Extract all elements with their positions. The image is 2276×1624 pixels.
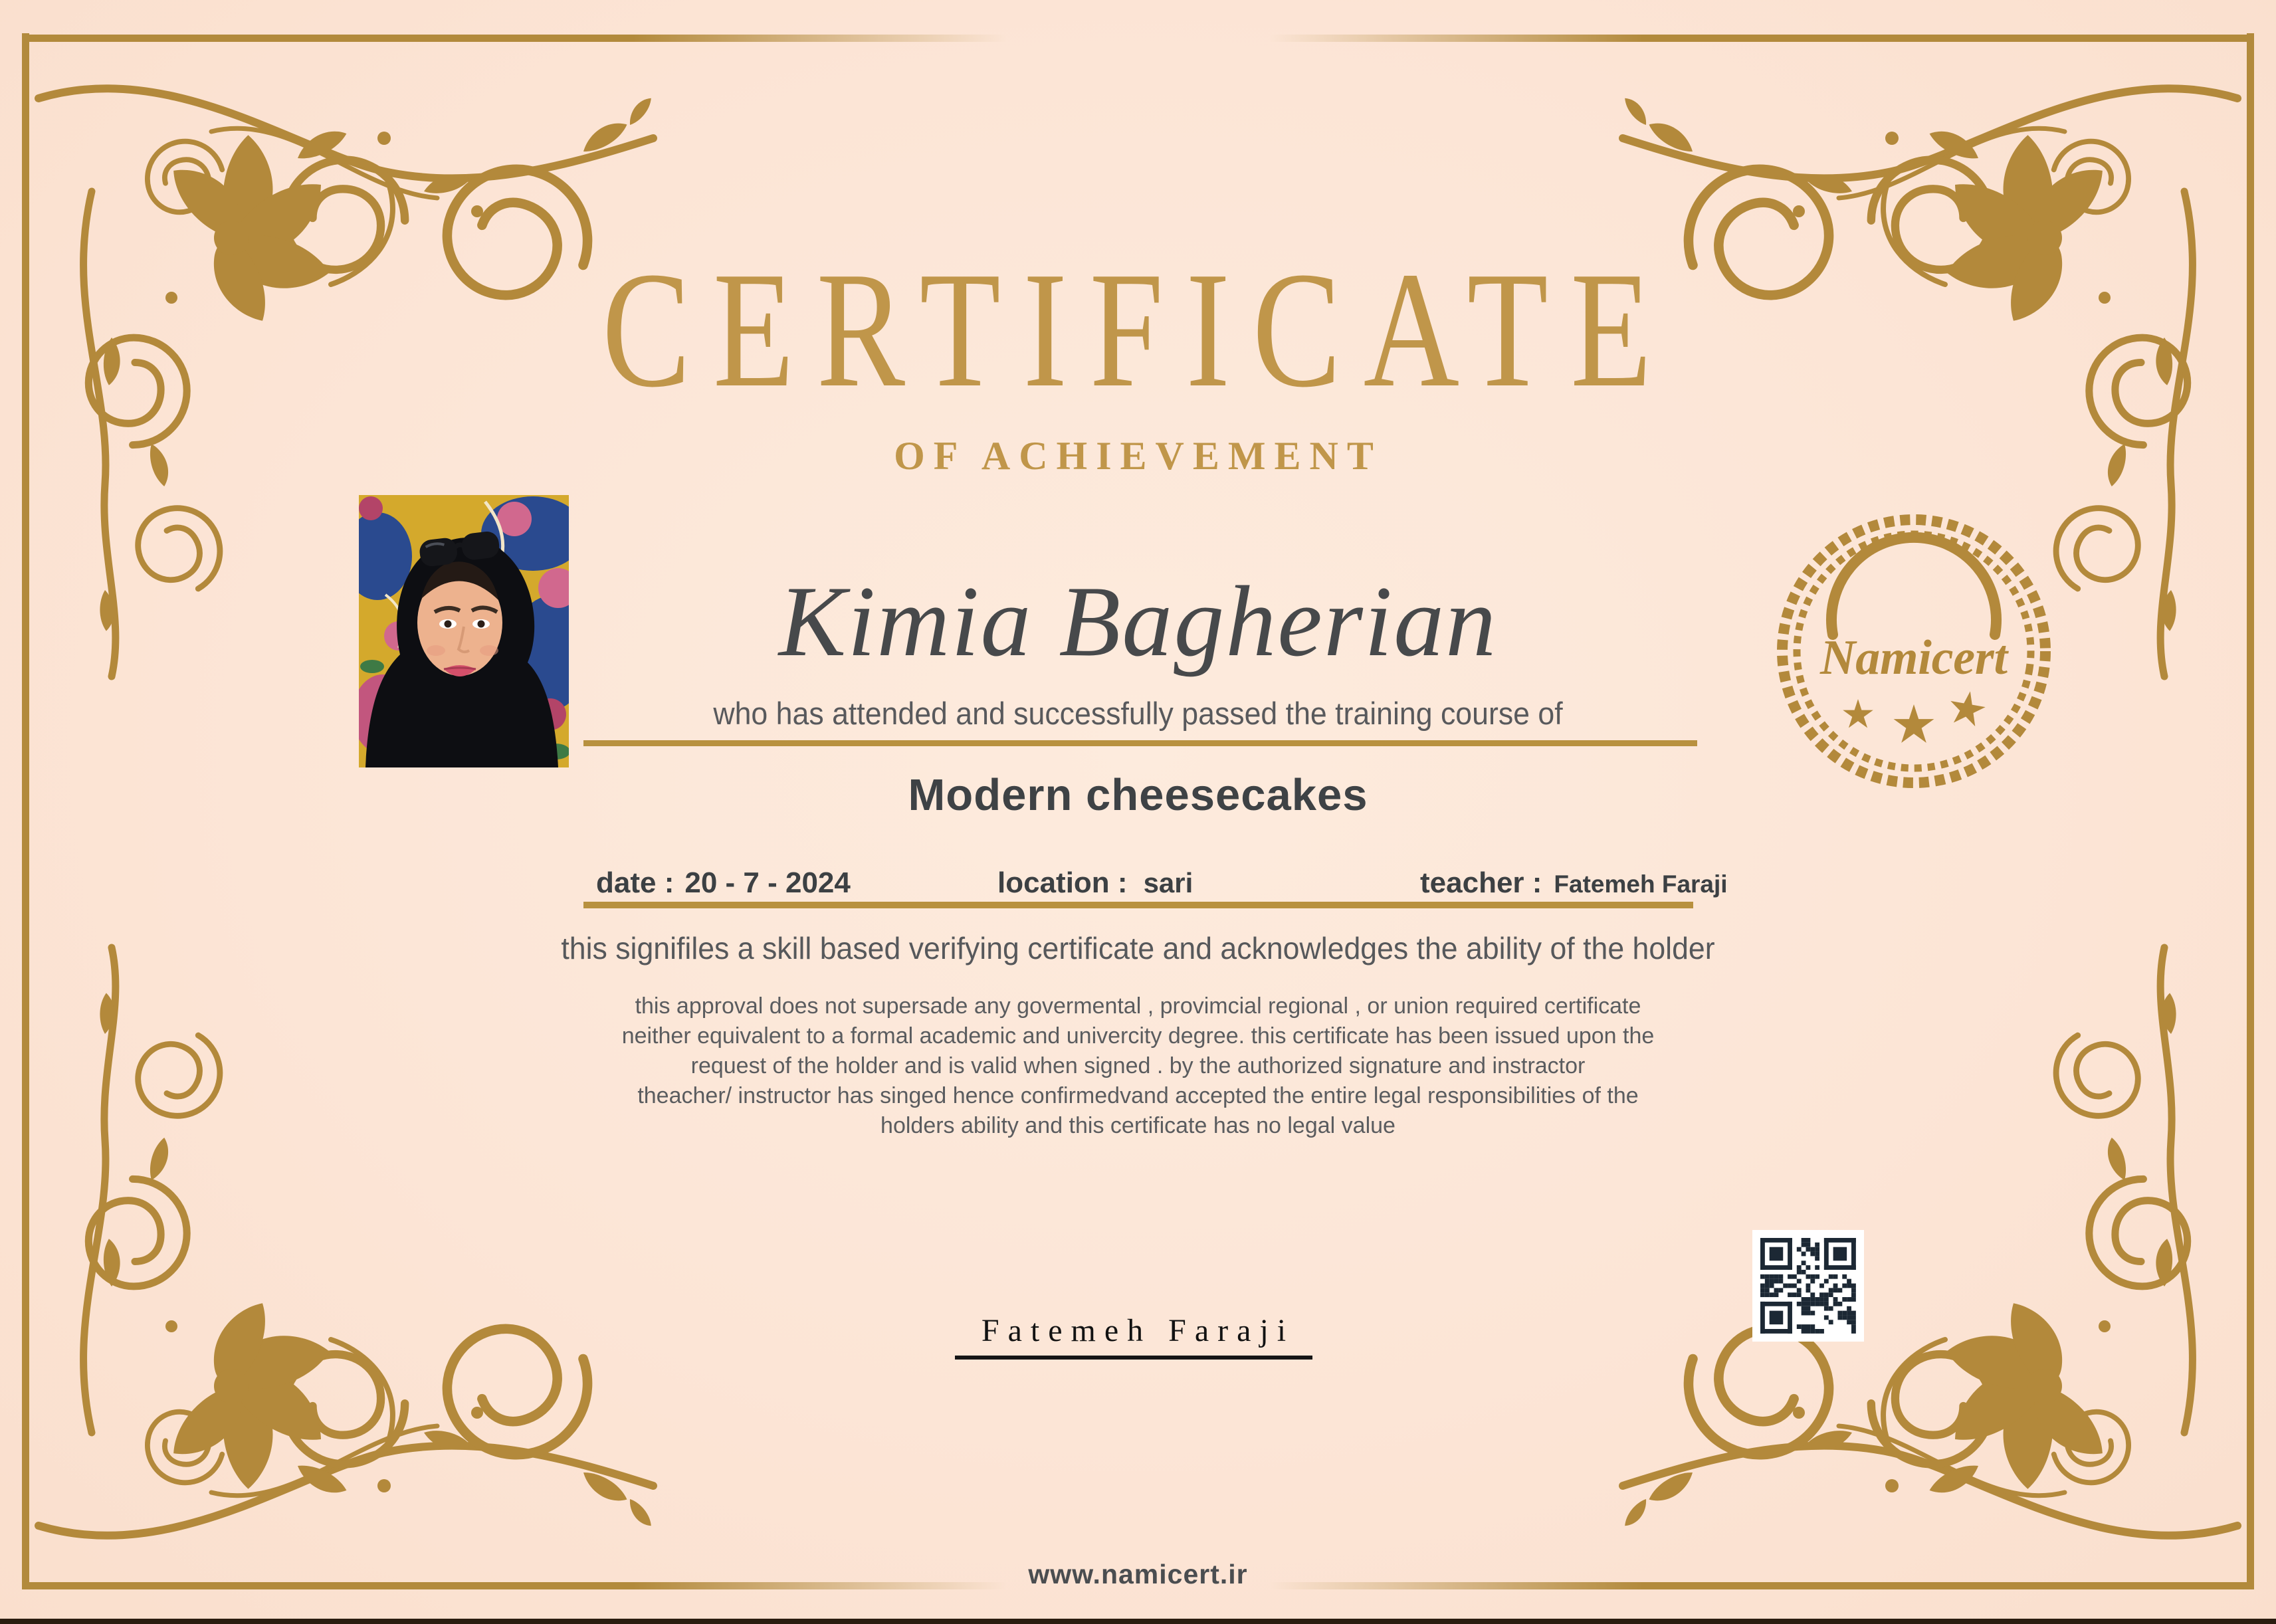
qr-code: [1752, 1230, 1864, 1342]
date-field: [596, 866, 851, 900]
divider-line-top: [583, 740, 1697, 746]
disclaimer-line: neither equivalent to a formal academic and univercity degree. this certificate has been issued upon the: [621, 1023, 1655, 1049]
attended-line: who has attended and successfully passed the training course of: [713, 696, 1563, 731]
disclaimer-line: request of the holder and is valid when signed . by the authorized signature and instractor: [690, 1053, 1586, 1078]
certificate-subtitle: OF ACHIEVEMENT: [894, 434, 1382, 478]
signature-name: Fatemeh Faraji: [981, 1313, 1295, 1348]
location-field: [997, 866, 1193, 900]
statement-line: this signifiles a skill based verifying certificate and acknowledges the ability of the holder: [561, 931, 1715, 965]
stamp-brand-text: Namicert: [1820, 631, 2008, 685]
disclaimer-line: this approval does not supersade any govermental , provimcial regional , or union required certificate: [635, 993, 1641, 1019]
recipient-name: Kimia Bagherian: [778, 565, 1498, 677]
disclaimer-line: holders ability and this certificate has no legal value: [880, 1113, 1396, 1138]
signature-line: [955, 1356, 1312, 1360]
bottom-edge-strip: [0, 1619, 2276, 1624]
date-value: 20 - 7 - 2024: [684, 866, 851, 899]
disclaimer-line: theacher/ instructor has singed hence confirmedvand accepted the entire legal responsibilities of the: [637, 1083, 1639, 1108]
divider-line-bottom: [583, 902, 1693, 908]
disclaimer-paragraph: [0, 991, 2276, 1141]
course-name: Modern cheesecakes: [908, 770, 1368, 820]
location-value: sari: [1143, 867, 1193, 898]
teacher-field: [1420, 866, 1728, 900]
website-url: www.namicert.ir: [1028, 1559, 1248, 1589]
date-label: date :: [596, 866, 674, 899]
location-label: location :: [997, 866, 1128, 899]
teacher-value: Fatemeh Faraji: [1554, 870, 1728, 898]
teacher-label: teacher :: [1420, 866, 1542, 899]
certificate-title: CERTIFICATE: [601, 238, 1675, 422]
